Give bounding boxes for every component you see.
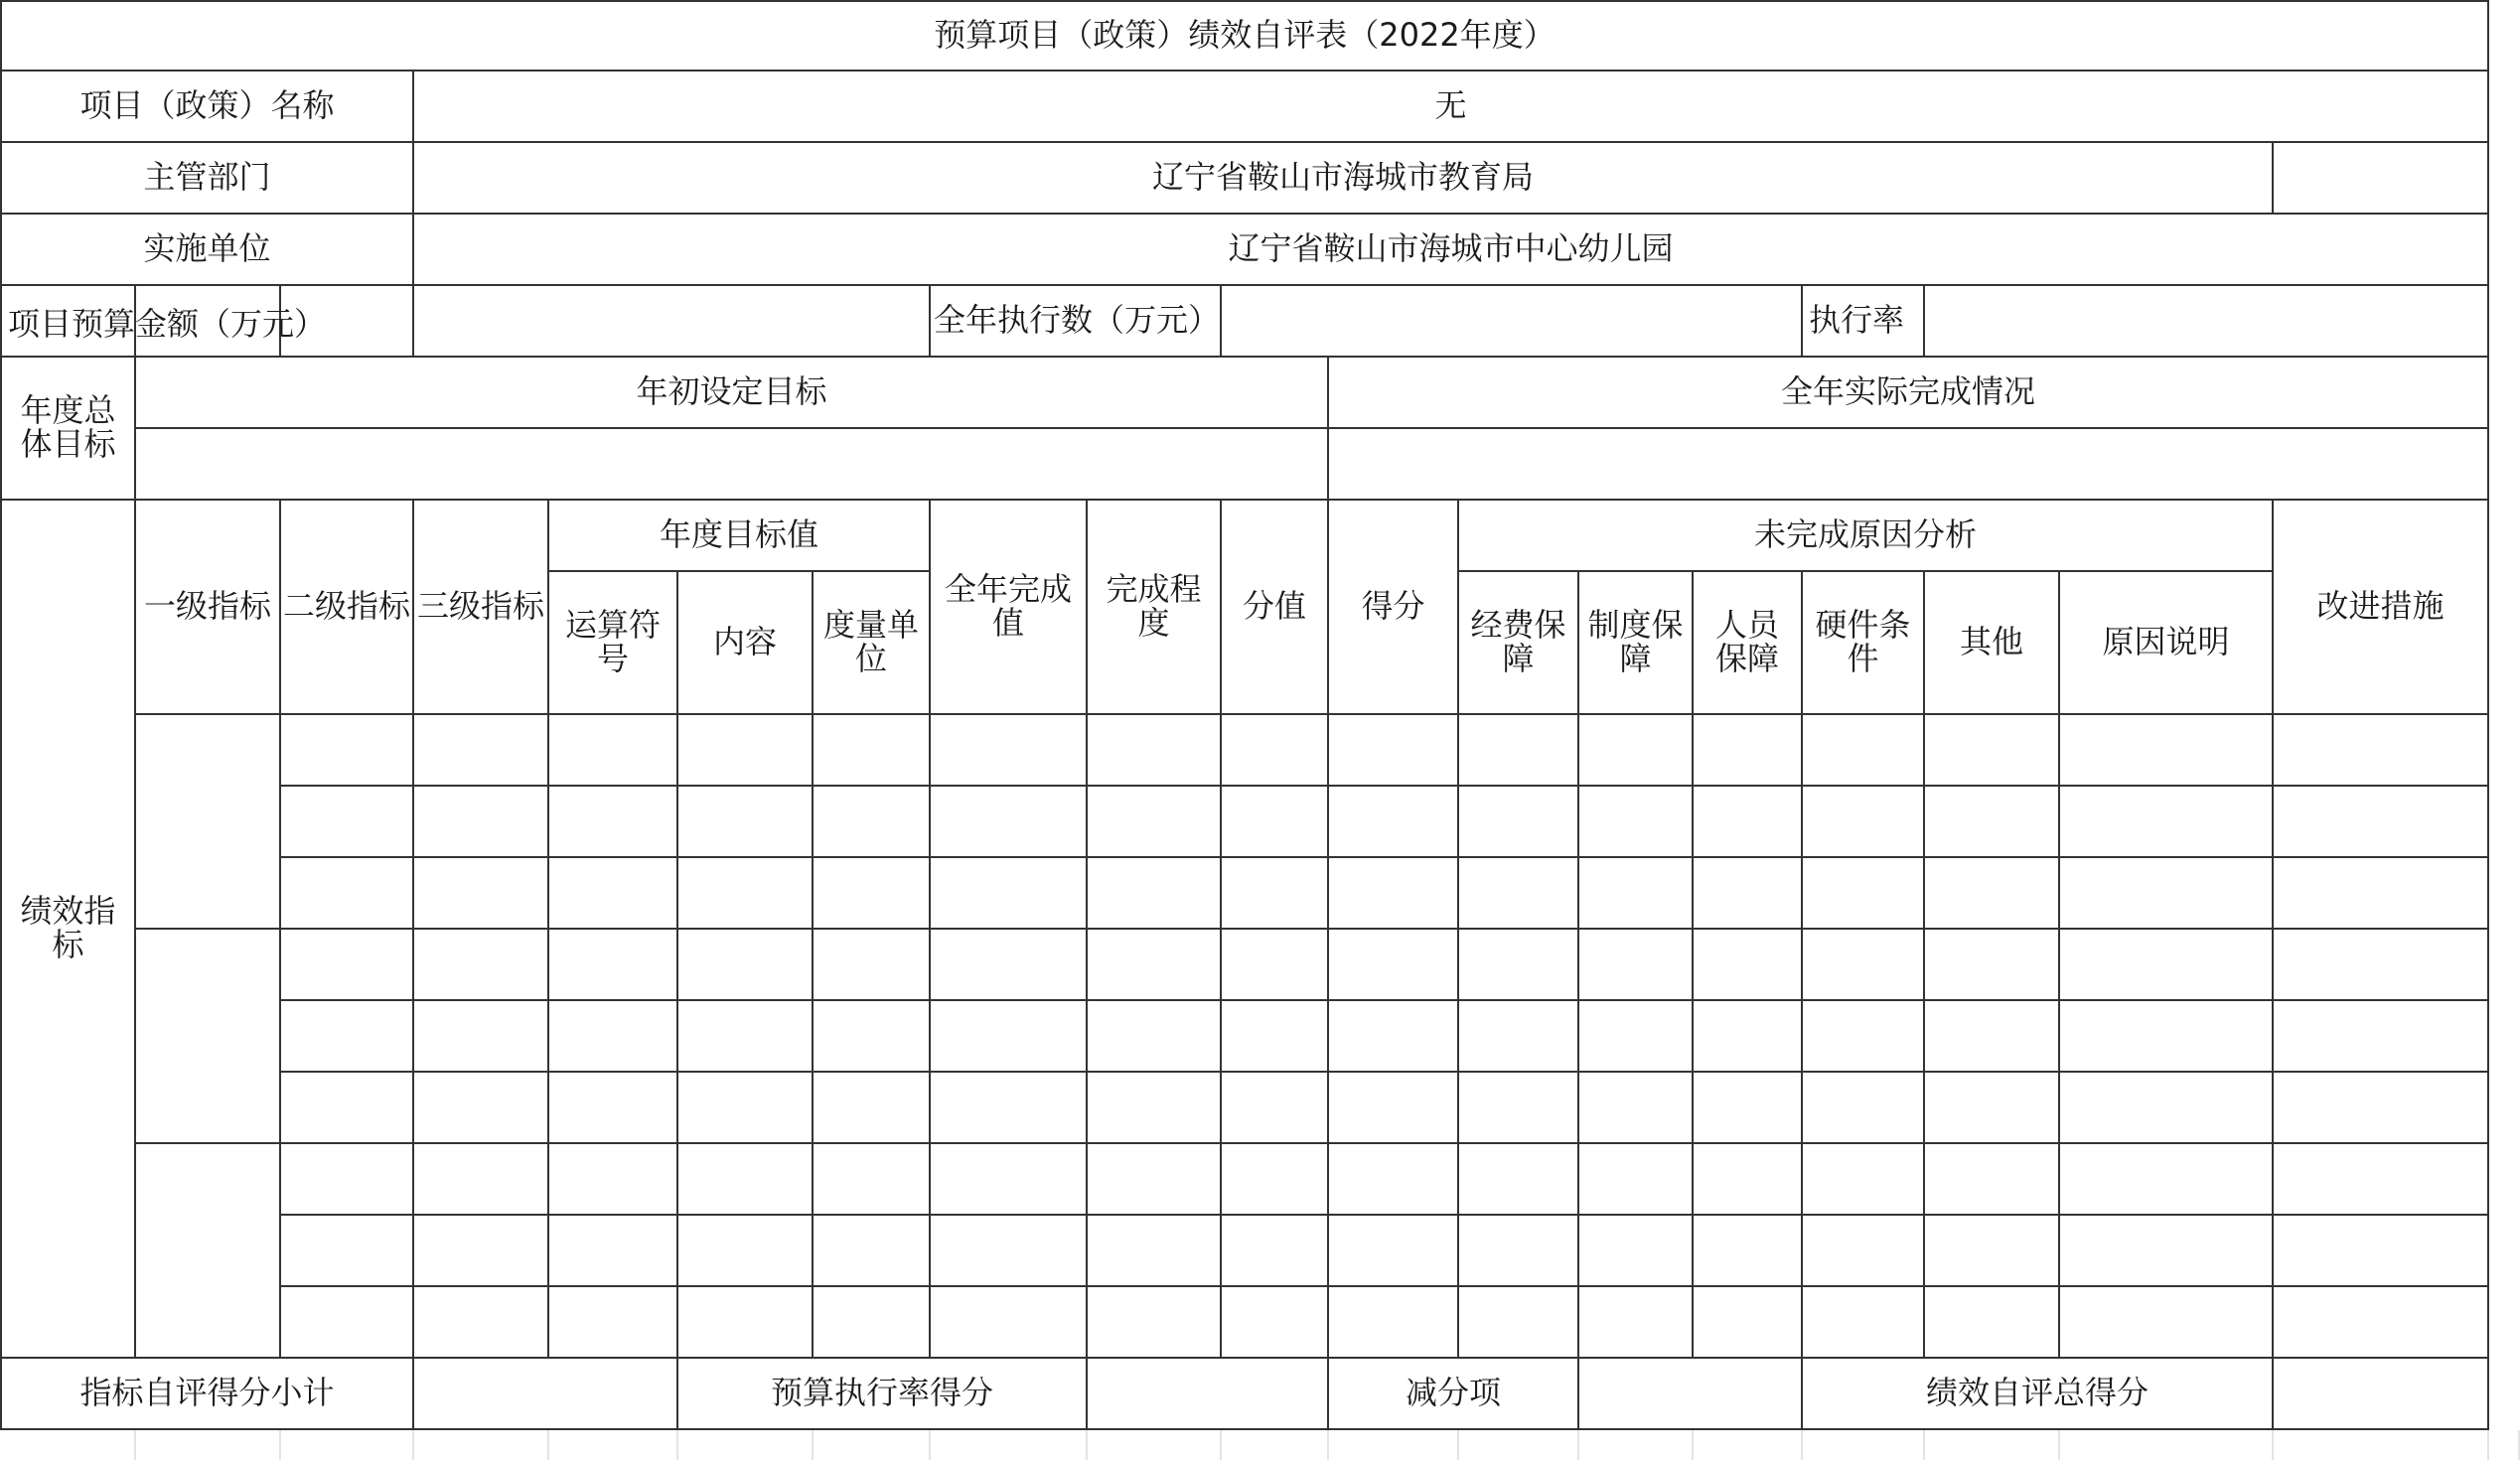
operator-cell[interactable] [549, 1073, 678, 1144]
budget-amount-value[interactable] [414, 286, 931, 358]
completion-degree-cell[interactable] [1088, 787, 1222, 858]
executed-label-cell [931, 286, 1222, 358]
measure-unit-cell[interactable] [814, 930, 931, 1001]
empty-grid-cell [1088, 1430, 1222, 1460]
empty-grid-cell [2060, 1430, 2274, 1460]
total-score-label: 绩效自评总得分 [1925, 1374, 2149, 1412]
header-completion [1088, 501, 1222, 715]
operator-cell[interactable] [549, 930, 678, 1001]
measure-unit-cell[interactable] [814, 1073, 931, 1144]
deduction-label-cell [1329, 1359, 1579, 1430]
hardware-reason-cell[interactable] [1803, 715, 1925, 787]
level3-indicator-cell[interactable] [414, 930, 549, 1001]
level2-indicator-cell[interactable] [281, 715, 414, 787]
table-title: 预算项目（政策）绩效自评表（2022年度） [934, 16, 1556, 55]
improvement-measure-cell[interactable] [2274, 1001, 2489, 1073]
score-cell[interactable] [1329, 1287, 1459, 1359]
funding-reason-cell[interactable] [1459, 1216, 1579, 1287]
header-weight-text: 分值 [1242, 587, 1306, 626]
empty-grid-cell [1329, 1430, 1459, 1460]
level3-indicator-cell[interactable] [414, 1073, 549, 1144]
personnel-reason-cell[interactable] [1694, 1287, 1803, 1359]
funding-reason-cell[interactable] [1459, 1287, 1579, 1359]
personnel-reason-cell[interactable] [1694, 787, 1803, 858]
header-operator-text: 运算符号 [564, 606, 661, 677]
header-hardware [1803, 572, 1925, 715]
reason-explanation-cell[interactable] [2060, 715, 2274, 787]
header-unit [814, 572, 931, 715]
system-reason-cell[interactable] [1579, 858, 1694, 930]
empty-gridline-row [0, 1430, 2520, 1460]
score-cell[interactable] [1329, 787, 1459, 858]
header-actual-value [931, 501, 1088, 715]
measure-unit-cell[interactable] [814, 1216, 931, 1287]
level3-indicator-cell[interactable] [414, 787, 549, 858]
header-personnel-text: 人员保障 [1714, 606, 1779, 677]
project-name-label: 项目（政策）名称 [79, 86, 335, 125]
measure-unit-cell[interactable] [814, 858, 931, 930]
score-cell[interactable] [1329, 858, 1459, 930]
weight-cell[interactable] [1222, 1216, 1329, 1287]
target-content-cell[interactable] [678, 1073, 814, 1144]
score-cell[interactable] [1329, 1144, 1459, 1216]
actual-value-cell[interactable] [931, 1001, 1088, 1073]
reason-explanation-cell[interactable] [2060, 787, 2274, 858]
budget-label-cell-part1 [2, 286, 136, 358]
reason-explanation-cell[interactable] [2060, 1216, 2274, 1287]
improvement-measure-cell[interactable] [2274, 715, 2489, 787]
weight-cell[interactable] [1222, 787, 1329, 858]
actual-value-cell[interactable] [931, 930, 1088, 1001]
unit-value-cell[interactable] [414, 215, 2489, 286]
personnel-reason-cell[interactable] [1694, 858, 1803, 930]
unit-value: 辽宁省鞍山市海城市中心幼儿园 [1228, 229, 1674, 268]
header-reason-group [1459, 501, 2274, 572]
empty-grid-cell [1694, 1430, 1803, 1460]
header-level2-text: 二级指标 [282, 587, 410, 626]
unit-label: 实施单位 [143, 229, 271, 268]
level2-indicator-cell[interactable] [281, 1216, 414, 1287]
weight-cell[interactable] [1222, 930, 1329, 1001]
annual-goal-label-cell [2, 358, 136, 501]
level2-indicator-cell[interactable] [281, 1144, 414, 1216]
operator-cell[interactable] [549, 715, 678, 787]
header-other-text: 其他 [1959, 623, 2023, 661]
level2-indicator-cell[interactable] [281, 930, 414, 1001]
level3-indicator-cell[interactable] [414, 1287, 549, 1359]
header-operator [549, 572, 678, 715]
score-cell[interactable] [1329, 1073, 1459, 1144]
empty-grid-cell [1579, 1430, 1694, 1460]
personnel-reason-cell[interactable] [1694, 715, 1803, 787]
header-target-group-text: 年度目标值 [659, 515, 818, 554]
reason-explanation-cell[interactable] [2060, 1287, 2274, 1359]
operator-cell[interactable] [549, 1216, 678, 1287]
header-hardware-text: 硬件条件 [1815, 606, 1911, 677]
empty-grid-cell [414, 1430, 549, 1460]
measure-unit-cell[interactable] [814, 787, 931, 858]
operator-cell[interactable] [549, 1144, 678, 1216]
weight-cell[interactable] [1222, 1073, 1329, 1144]
subtotal-value[interactable] [414, 1359, 678, 1430]
other-reason-cell[interactable] [1925, 1144, 2060, 1216]
title-cell [2, 2, 2489, 72]
department-extra-cell[interactable] [2274, 143, 2489, 215]
system-reason-cell[interactable] [1579, 1216, 1694, 1287]
reason-explanation-cell[interactable] [2060, 1001, 2274, 1073]
department-label: 主管部门 [143, 158, 271, 197]
system-reason-cell[interactable] [1579, 1001, 1694, 1073]
funding-reason-cell[interactable] [1459, 930, 1579, 1001]
empty-grid-cell [2274, 1430, 2489, 1460]
execution-rate-label: 执行率 [1809, 301, 1905, 340]
target-content-cell[interactable] [678, 1001, 814, 1073]
completion-degree-cell[interactable] [1088, 1073, 1222, 1144]
project-name-value: 无 [1434, 86, 1467, 125]
project-name-label-cell [2, 72, 414, 143]
actual-completion-header-cell [1329, 358, 2489, 429]
budget-rate-score-label: 预算执行率得分 [770, 1374, 993, 1412]
level3-indicator-cell[interactable] [414, 1144, 549, 1216]
level2-indicator-cell[interactable] [281, 1001, 414, 1073]
header-level3 [414, 501, 549, 715]
system-reason-cell[interactable] [1579, 715, 1694, 787]
actual-value-cell[interactable] [931, 1144, 1088, 1216]
funding-reason-cell[interactable] [1459, 1144, 1579, 1216]
execution-rate-label-cell [1803, 286, 1925, 358]
target-content-cell[interactable] [678, 858, 814, 930]
budget-rate-score-value[interactable] [1088, 1359, 1329, 1430]
operator-cell[interactable] [549, 1001, 678, 1073]
improvement-measure-cell[interactable] [2274, 1144, 2489, 1216]
subtotal-label-cell [2, 1359, 414, 1430]
department-value-cell[interactable] [414, 143, 2274, 215]
planned-goal-header: 年初设定目标 [636, 372, 827, 411]
completion-degree-cell[interactable] [1088, 1144, 1222, 1216]
target-content-cell[interactable] [678, 715, 814, 787]
header-explanation-text: 原因说明 [2102, 623, 2230, 661]
target-content-cell[interactable] [678, 787, 814, 858]
completion-degree-cell[interactable] [1088, 715, 1222, 787]
improvement-measure-cell[interactable] [2274, 1073, 2489, 1144]
target-content-cell[interactable] [678, 1287, 814, 1359]
budget-label-cell-part3 [281, 286, 414, 358]
target-content-cell[interactable] [678, 930, 814, 1001]
planned-goal-header-cell [136, 358, 1329, 429]
target-content-cell[interactable] [678, 1144, 814, 1216]
empty-grid-cell [931, 1430, 1088, 1460]
subtotal-label: 指标自评得分小计 [79, 1374, 335, 1412]
hardware-reason-cell[interactable] [1803, 1144, 1925, 1216]
measure-unit-cell[interactable] [814, 1001, 931, 1073]
level2-indicator-cell[interactable] [281, 1287, 414, 1359]
actual-value-cell[interactable] [931, 1216, 1088, 1287]
header-score-text: 得分 [1361, 587, 1425, 626]
system-reason-cell[interactable] [1579, 1287, 1694, 1359]
measure-unit-cell[interactable] [814, 715, 931, 787]
level3-indicator-cell[interactable] [414, 715, 549, 787]
actual-completion-value[interactable] [1329, 429, 2489, 501]
measure-unit-cell[interactable] [814, 1144, 931, 1216]
operator-cell[interactable] [549, 1287, 678, 1359]
empty-grid-cell [814, 1430, 931, 1460]
executed-amount-value[interactable] [1222, 286, 1803, 358]
hardware-reason-cell[interactable] [1803, 1287, 1925, 1359]
empty-grid-cell [1803, 1430, 1925, 1460]
budget-label-cell-part2 [136, 286, 281, 358]
actual-value-cell[interactable] [931, 787, 1088, 858]
header-content [678, 572, 814, 715]
performance-indicators-label-cell [2, 501, 136, 1359]
level2-indicator-cell[interactable] [281, 787, 414, 858]
other-reason-cell[interactable] [1925, 858, 2060, 930]
header-actual-value-text: 全年完成值 [944, 570, 1072, 642]
completion-degree-cell[interactable] [1088, 930, 1222, 1001]
personnel-reason-cell[interactable] [1694, 1144, 1803, 1216]
empty-grid-cell [0, 1430, 136, 1460]
empty-grid-cell [136, 1430, 281, 1460]
personnel-reason-cell[interactable] [1694, 930, 1803, 1001]
header-funding-text: 经费保障 [1470, 606, 1566, 677]
score-cell[interactable] [1329, 715, 1459, 787]
system-reason-cell[interactable] [1579, 1073, 1694, 1144]
funding-reason-cell[interactable] [1459, 1073, 1579, 1144]
budget-rate-score-label-cell [678, 1359, 1088, 1430]
header-system-text: 制度保障 [1587, 606, 1684, 677]
level1-indicator-cell[interactable] [136, 715, 281, 930]
hardware-reason-cell[interactable] [1803, 930, 1925, 1001]
project-name-value-cell[interactable] [414, 72, 2489, 143]
level1-indicator-cell[interactable] [136, 1144, 281, 1359]
personnel-reason-cell[interactable] [1694, 1073, 1803, 1144]
header-level1-text: 一级指标 [143, 587, 271, 626]
target-content-cell[interactable] [678, 1216, 814, 1287]
other-reason-cell[interactable] [1925, 930, 2060, 1001]
header-improvement-text: 改进措施 [2316, 587, 2445, 626]
weight-cell[interactable] [1222, 715, 1329, 787]
actual-value-cell[interactable] [931, 1287, 1088, 1359]
level1-indicator-cell[interactable] [136, 930, 281, 1144]
improvement-measure-cell[interactable] [2274, 858, 2489, 930]
hardware-reason-cell[interactable] [1803, 1216, 1925, 1287]
header-other [1925, 572, 2060, 715]
other-reason-cell[interactable] [1925, 787, 2060, 858]
empty-grid-cell [1925, 1430, 2060, 1460]
funding-reason-cell[interactable] [1459, 715, 1579, 787]
weight-cell[interactable] [1222, 858, 1329, 930]
other-reason-cell[interactable] [1925, 1001, 2060, 1073]
header-level3-text: 三级指标 [416, 587, 544, 626]
improvement-measure-cell[interactable] [2274, 1216, 2489, 1287]
weight-cell[interactable] [1222, 1144, 1329, 1216]
header-unit-text: 度量单位 [822, 606, 919, 677]
system-reason-cell[interactable] [1579, 787, 1694, 858]
level3-indicator-cell[interactable] [414, 1216, 549, 1287]
planned-goal-value[interactable] [136, 429, 1329, 501]
funding-reason-cell[interactable] [1459, 858, 1579, 930]
execution-rate-value[interactable] [1925, 286, 2489, 358]
system-reason-cell[interactable] [1579, 930, 1694, 1001]
funding-reason-cell[interactable] [1459, 1001, 1579, 1073]
header-weight [1222, 501, 1329, 715]
empty-grid-cell [1222, 1430, 1329, 1460]
score-cell[interactable] [1329, 1216, 1459, 1287]
empty-grid-cell [678, 1430, 814, 1460]
total-score-value[interactable] [2274, 1359, 2489, 1430]
actual-value-cell[interactable] [931, 858, 1088, 930]
completion-degree-cell[interactable] [1088, 1001, 1222, 1073]
operator-cell[interactable] [549, 787, 678, 858]
completion-degree-cell[interactable] [1088, 1216, 1222, 1287]
level3-indicator-cell[interactable] [414, 1001, 549, 1073]
actual-value-cell[interactable] [931, 715, 1088, 787]
improvement-measure-cell[interactable] [2274, 787, 2489, 858]
measure-unit-cell[interactable] [814, 1287, 931, 1359]
empty-grid-cell [549, 1430, 678, 1460]
system-reason-cell[interactable] [1579, 1144, 1694, 1216]
reason-explanation-cell[interactable] [2060, 1073, 2274, 1144]
reason-explanation-cell[interactable] [2060, 930, 2274, 1001]
level3-indicator-cell[interactable] [414, 858, 549, 930]
hardware-reason-cell[interactable] [1803, 1073, 1925, 1144]
weight-cell[interactable] [1222, 1287, 1329, 1359]
header-content-text: 内容 [712, 623, 777, 661]
header-funding [1459, 572, 1579, 715]
header-explanation [2060, 572, 2274, 715]
completion-degree-cell[interactable] [1088, 1287, 1222, 1359]
executed-label: 全年执行数（万元） [934, 301, 1221, 340]
empty-grid-cell [2489, 1430, 2520, 1460]
header-target-group [549, 501, 931, 572]
level2-indicator-cell[interactable] [281, 1073, 414, 1144]
hardware-reason-cell[interactable] [1803, 787, 1925, 858]
level2-indicator-cell[interactable] [281, 858, 414, 930]
header-system [1579, 572, 1694, 715]
weight-cell[interactable] [1222, 1001, 1329, 1073]
empty-grid-cell [281, 1430, 414, 1460]
other-reason-cell[interactable] [1925, 1287, 2060, 1359]
performance-indicators-label: 绩效指标 [20, 892, 116, 963]
hardware-reason-cell[interactable] [1803, 858, 1925, 930]
header-level1 [136, 501, 281, 715]
department-value: 辽宁省鞍山市海城市教育局 [1151, 158, 1534, 197]
header-personnel [1694, 572, 1803, 715]
completion-degree-cell[interactable] [1088, 858, 1222, 930]
empty-grid-cell [1459, 1430, 1579, 1460]
other-reason-cell[interactable] [1925, 715, 2060, 787]
header-reason-group-text: 未完成原因分析 [1753, 515, 1977, 554]
score-cell[interactable] [1329, 930, 1459, 1001]
other-reason-cell[interactable] [1925, 1073, 2060, 1144]
department-label-cell [2, 143, 414, 215]
improvement-measure-cell[interactable] [2274, 1287, 2489, 1359]
header-completion-text: 完成程度 [1106, 570, 1202, 642]
operator-cell[interactable] [549, 858, 678, 930]
annual-goal-label: 年度总体目标 [20, 391, 116, 463]
personnel-reason-cell[interactable] [1694, 1216, 1803, 1287]
reason-explanation-cell[interactable] [2060, 1144, 2274, 1216]
header-score [1329, 501, 1459, 715]
personnel-reason-cell[interactable] [1694, 1001, 1803, 1073]
actual-completion-header: 全年实际完成情况 [1780, 372, 2035, 411]
improvement-measure-cell[interactable] [2274, 930, 2489, 1001]
budget-label: 项目预算金额（万元） [8, 305, 327, 343]
total-score-label-cell [1803, 1359, 2274, 1430]
funding-reason-cell[interactable] [1459, 787, 1579, 858]
actual-value-cell[interactable] [931, 1073, 1088, 1144]
deduction-value[interactable] [1579, 1359, 1803, 1430]
reason-explanation-cell[interactable] [2060, 858, 2274, 930]
header-level2 [281, 501, 414, 715]
hardware-reason-cell[interactable] [1803, 1001, 1925, 1073]
score-cell[interactable] [1329, 1001, 1459, 1073]
header-improvement [2274, 501, 2489, 715]
unit-label-cell [2, 215, 414, 286]
other-reason-cell[interactable] [1925, 1216, 2060, 1287]
deduction-label: 减分项 [1405, 1374, 1501, 1412]
